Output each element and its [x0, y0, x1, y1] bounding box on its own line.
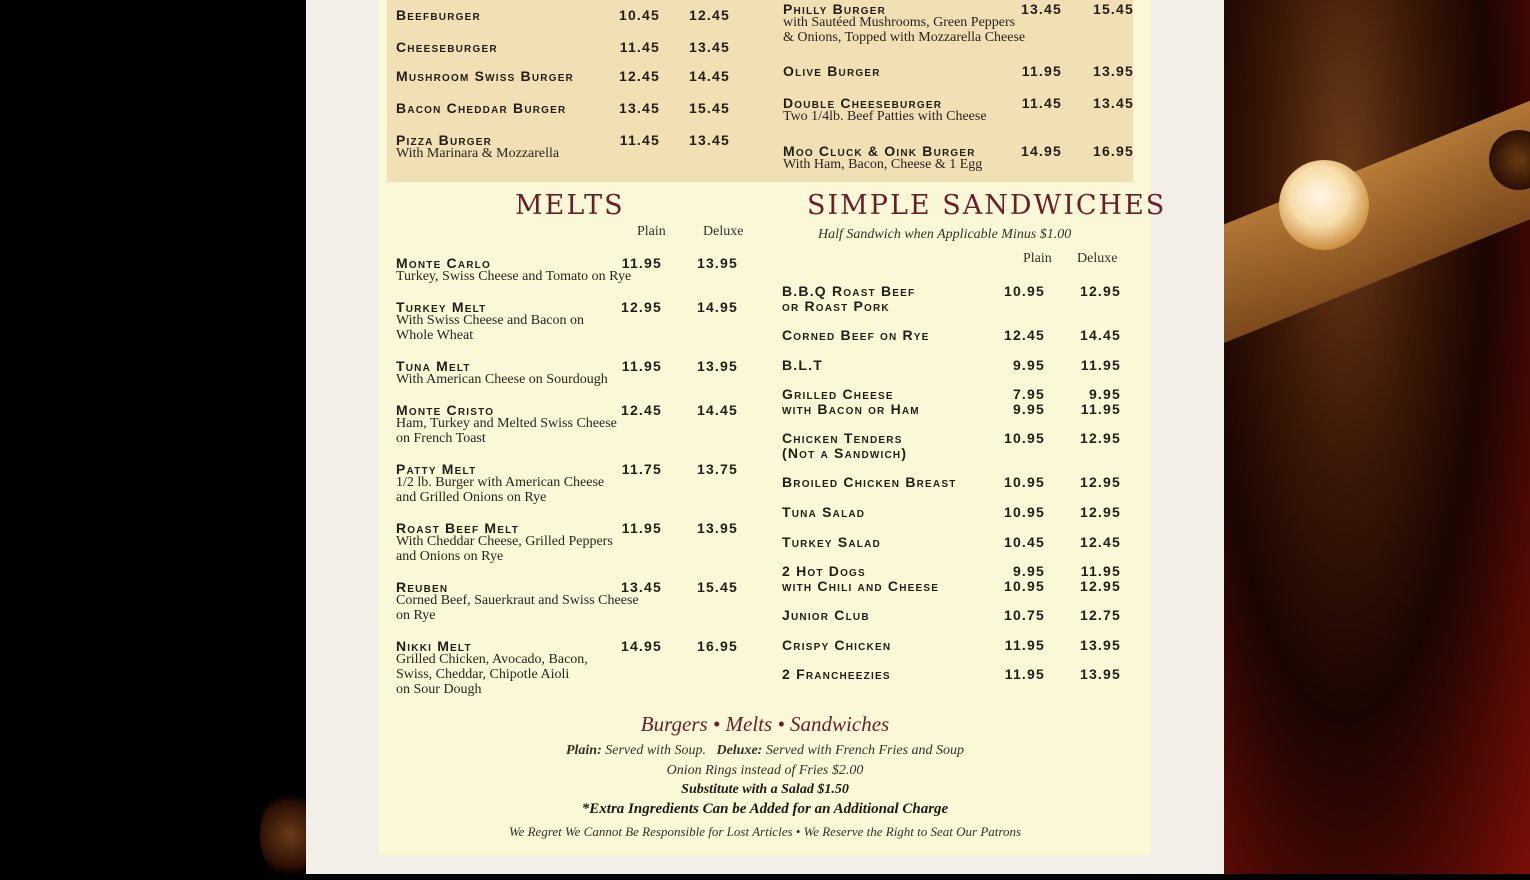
item-name: Crispy Chicken — [782, 637, 892, 653]
footer-regret: We Regret We Cannot Be Responsible for Lost Articles • We Reserve the Right to Seat Our Patrons — [508, 824, 1022, 839]
item-name: Grilled Cheese with Bacon or Ham — [782, 386, 920, 417]
item-name: 2 Hot Dogs with Chili and Cheese — [782, 563, 940, 594]
item-price-deluxe: 13.95 — [1092, 63, 1134, 79]
item-price-deluxe: 14.95 — [696, 299, 738, 315]
item-description: With Cheddar Cheese, Grilled Peppers and Onions on Rye — [396, 534, 613, 564]
item-name: Olive Burger — [783, 63, 881, 79]
item-price-plain: 11.75 — [621, 461, 662, 477]
item-description: With Marinara & Mozzarella — [396, 146, 560, 161]
item-name: Philly Burger — [783, 1, 887, 17]
footer-deluxe-label: Deluxe: — [716, 743, 763, 758]
item-name: B.B.Q Roast Beef or Roast Pork — [782, 283, 916, 314]
item-description: Turkey, Swiss Cheese and Tomato on Rye — [396, 269, 632, 284]
item-name: Patty Melt — [396, 461, 477, 477]
item-price-deluxe: 13.95 — [696, 520, 738, 536]
item-name: Corned Beef on Rye — [782, 327, 930, 343]
sandwiches-plain-label: Plain — [1023, 251, 1052, 266]
item-price-plain: 10.95 — [1003, 283, 1045, 299]
item-description: With American Cheese on Sourdough — [396, 372, 608, 387]
right-background-photo — [1224, 0, 1530, 874]
item-price-plain: 11.45 — [1021, 95, 1062, 111]
item-price-plain: 10.95 — [1003, 430, 1045, 446]
footer-extra: *Extra Ingredients Can be Added for an Additional Charge — [581, 801, 949, 817]
item-name: B.L.T — [782, 357, 823, 373]
footer-onion-rings: Onion Rings instead of Fries $2.00 — [666, 763, 864, 778]
item-name: Roast Beef Melt — [396, 520, 520, 536]
item-price-plain: 11.45 — [619, 132, 660, 148]
item-price-deluxe: 12.45 — [688, 7, 730, 23]
item-price-plain: 11.95 — [621, 520, 662, 536]
item-name: Tuna Salad — [782, 504, 866, 520]
item-price-plain: 10.45 — [618, 7, 660, 23]
sandwiches-heading: SIMPLE SANDWICHES — [807, 190, 1167, 221]
light-bulb — [1279, 160, 1369, 250]
item-price-plain: 11.45 — [619, 39, 660, 55]
item-price-deluxe: 12.95 — [1079, 430, 1121, 446]
item-price-deluxe: 15.45 — [688, 100, 730, 116]
item-price-deluxe: 14.45 — [696, 402, 738, 418]
footer-plain-label: Plain: — [565, 743, 602, 758]
item-price-plain: 11.95 — [1004, 666, 1045, 682]
item-price-plain: 12.95 — [620, 299, 662, 315]
item-price-plain: 11.95 — [1021, 63, 1062, 79]
item-price-deluxe: 11.95 12.95 — [1079, 563, 1121, 594]
item-price-plain: 10.75 — [1003, 607, 1045, 623]
item-name: Beefburger — [396, 7, 481, 23]
item-price-plain: 9.95 10.95 — [1003, 563, 1045, 594]
item-price-plain: 13.45 — [620, 579, 662, 595]
menu-page — [379, 0, 1167, 855]
footer-deluxe-text: Served with French Fries and Soup — [765, 743, 965, 758]
item-price-plain: 14.95 — [1020, 143, 1062, 159]
item-price-plain: 10.45 — [1003, 534, 1045, 550]
item-price-deluxe: 9.95 11.95 — [1080, 386, 1121, 417]
item-price-plain: 11.95 — [621, 255, 662, 271]
item-price-deluxe: 11.95 — [1080, 357, 1121, 373]
item-price-deluxe: 13.45 — [1092, 95, 1134, 111]
item-name: Moo Cluck & Oink Burger — [783, 143, 976, 159]
item-price-deluxe: 16.95 — [1092, 143, 1134, 159]
item-description: With Swiss Cheese and Bacon on Whole Wheat — [396, 313, 585, 343]
item-name: Chicken Tenders (Not a Sandwich) — [782, 430, 908, 461]
left-background — [0, 0, 306, 874]
sandwiches-deluxe-label: Deluxe — [1077, 251, 1118, 266]
item-price-plain: 13.45 — [1020, 1, 1062, 17]
item-name: Tuna Melt — [396, 358, 471, 374]
item-price-deluxe: 12.95 — [1079, 504, 1121, 520]
item-price-deluxe: 13.95 — [1079, 637, 1121, 653]
item-name: Cheeseburger — [396, 39, 498, 55]
item-price-deluxe: 12.75 — [1079, 607, 1121, 623]
item-price-deluxe: 12.95 — [1079, 283, 1121, 299]
item-price-deluxe: 13.75 — [696, 461, 738, 477]
item-price-deluxe: 13.95 — [696, 358, 738, 374]
item-price-plain: 12.45 — [1003, 327, 1045, 343]
item-name: Nikki Melt — [396, 638, 472, 654]
melts-deluxe-label: Deluxe — [703, 224, 744, 239]
item-description: Two 1/4lb. Beef Patties with Cheese — [783, 109, 987, 124]
item-price-plain: 10.95 — [1003, 504, 1045, 520]
item-name: Turkey Melt — [396, 299, 487, 315]
item-price-deluxe: 14.45 — [1079, 327, 1121, 343]
melts-heading: MELTS — [515, 190, 625, 221]
item-price-deluxe: 12.95 — [1079, 474, 1121, 490]
item-price-deluxe: 12.45 — [1079, 534, 1121, 550]
item-price-plain: 7.95 9.95 — [1012, 386, 1045, 417]
item-description: Ham, Turkey and Melted Swiss Cheese on French Toast — [396, 416, 617, 446]
footer-title: Burgers • Melts • Sandwiches — [640, 712, 890, 736]
item-price-plain: 9.95 — [1012, 357, 1045, 373]
item-price-plain: 12.45 — [618, 68, 660, 84]
item-name: Turkey Salad — [782, 534, 881, 550]
item-price-plain: 13.45 — [618, 100, 660, 116]
footer-serving-note — [379, 743, 1151, 759]
item-name: Bacon Cheddar Burger — [396, 100, 567, 116]
item-name: Monte Carlo — [396, 255, 491, 271]
item-price-plain: 11.95 — [1004, 637, 1045, 653]
item-name: Pizza Burger — [396, 132, 493, 148]
item-description: With Ham, Bacon, Cheese & 1 Egg — [783, 157, 983, 172]
item-description: Corned Beef, Sauerkraut and Swiss Cheese on Rye — [396, 593, 639, 623]
item-description: 1/2 lb. Burger with American Cheese and Grilled Onions on Rye — [396, 475, 605, 505]
item-name: Broiled Chicken Breast — [782, 474, 957, 490]
item-name: 2 Francheezies — [782, 666, 891, 682]
melts-plain-label: Plain — [637, 224, 666, 239]
sandwiches-subtitle: Half Sandwich when Applicable Minus $1.00 — [818, 227, 1072, 242]
item-price-plain: 12.45 — [620, 402, 662, 418]
item-name: Double Cheeseburger — [783, 95, 943, 111]
menu-sheet — [306, 0, 1224, 874]
item-price-deluxe: 16.95 — [696, 638, 738, 654]
footer-salad: Substitute with a Salad $1.50 — [681, 782, 849, 797]
item-name: Junior Club — [782, 607, 870, 623]
item-price-plain: 10.95 — [1003, 474, 1045, 490]
item-price-deluxe: 13.95 — [1079, 666, 1121, 682]
item-price-deluxe: 13.45 — [688, 132, 730, 148]
item-name: Reuben — [396, 579, 449, 595]
item-description: Grilled Chicken, Avocado, Bacon, Swiss, Cheddar, Chipotle Aioli on Sour Dough — [396, 652, 588, 697]
item-price-deluxe: 15.45 — [1092, 1, 1134, 17]
item-price-deluxe: 13.95 — [696, 255, 738, 271]
item-price-deluxe: 13.45 — [688, 39, 730, 55]
item-description: with Sautéed Mushrooms, Green Peppers & Onions, Topped with Mozzarella Cheese — [783, 15, 1026, 45]
burgers-section — [387, 0, 1133, 182]
item-price-plain: 11.95 — [621, 358, 662, 374]
footer-plain-text: Served with Soup. — [605, 743, 706, 758]
item-price-deluxe: 15.45 — [696, 579, 738, 595]
item-name: Monte Cristo — [396, 402, 495, 418]
item-name: Mushroom Swiss Burger — [396, 68, 574, 84]
light-fixture — [1224, 85, 1530, 344]
item-price-plain: 14.95 — [620, 638, 662, 654]
item-price-deluxe: 14.45 — [688, 68, 730, 84]
